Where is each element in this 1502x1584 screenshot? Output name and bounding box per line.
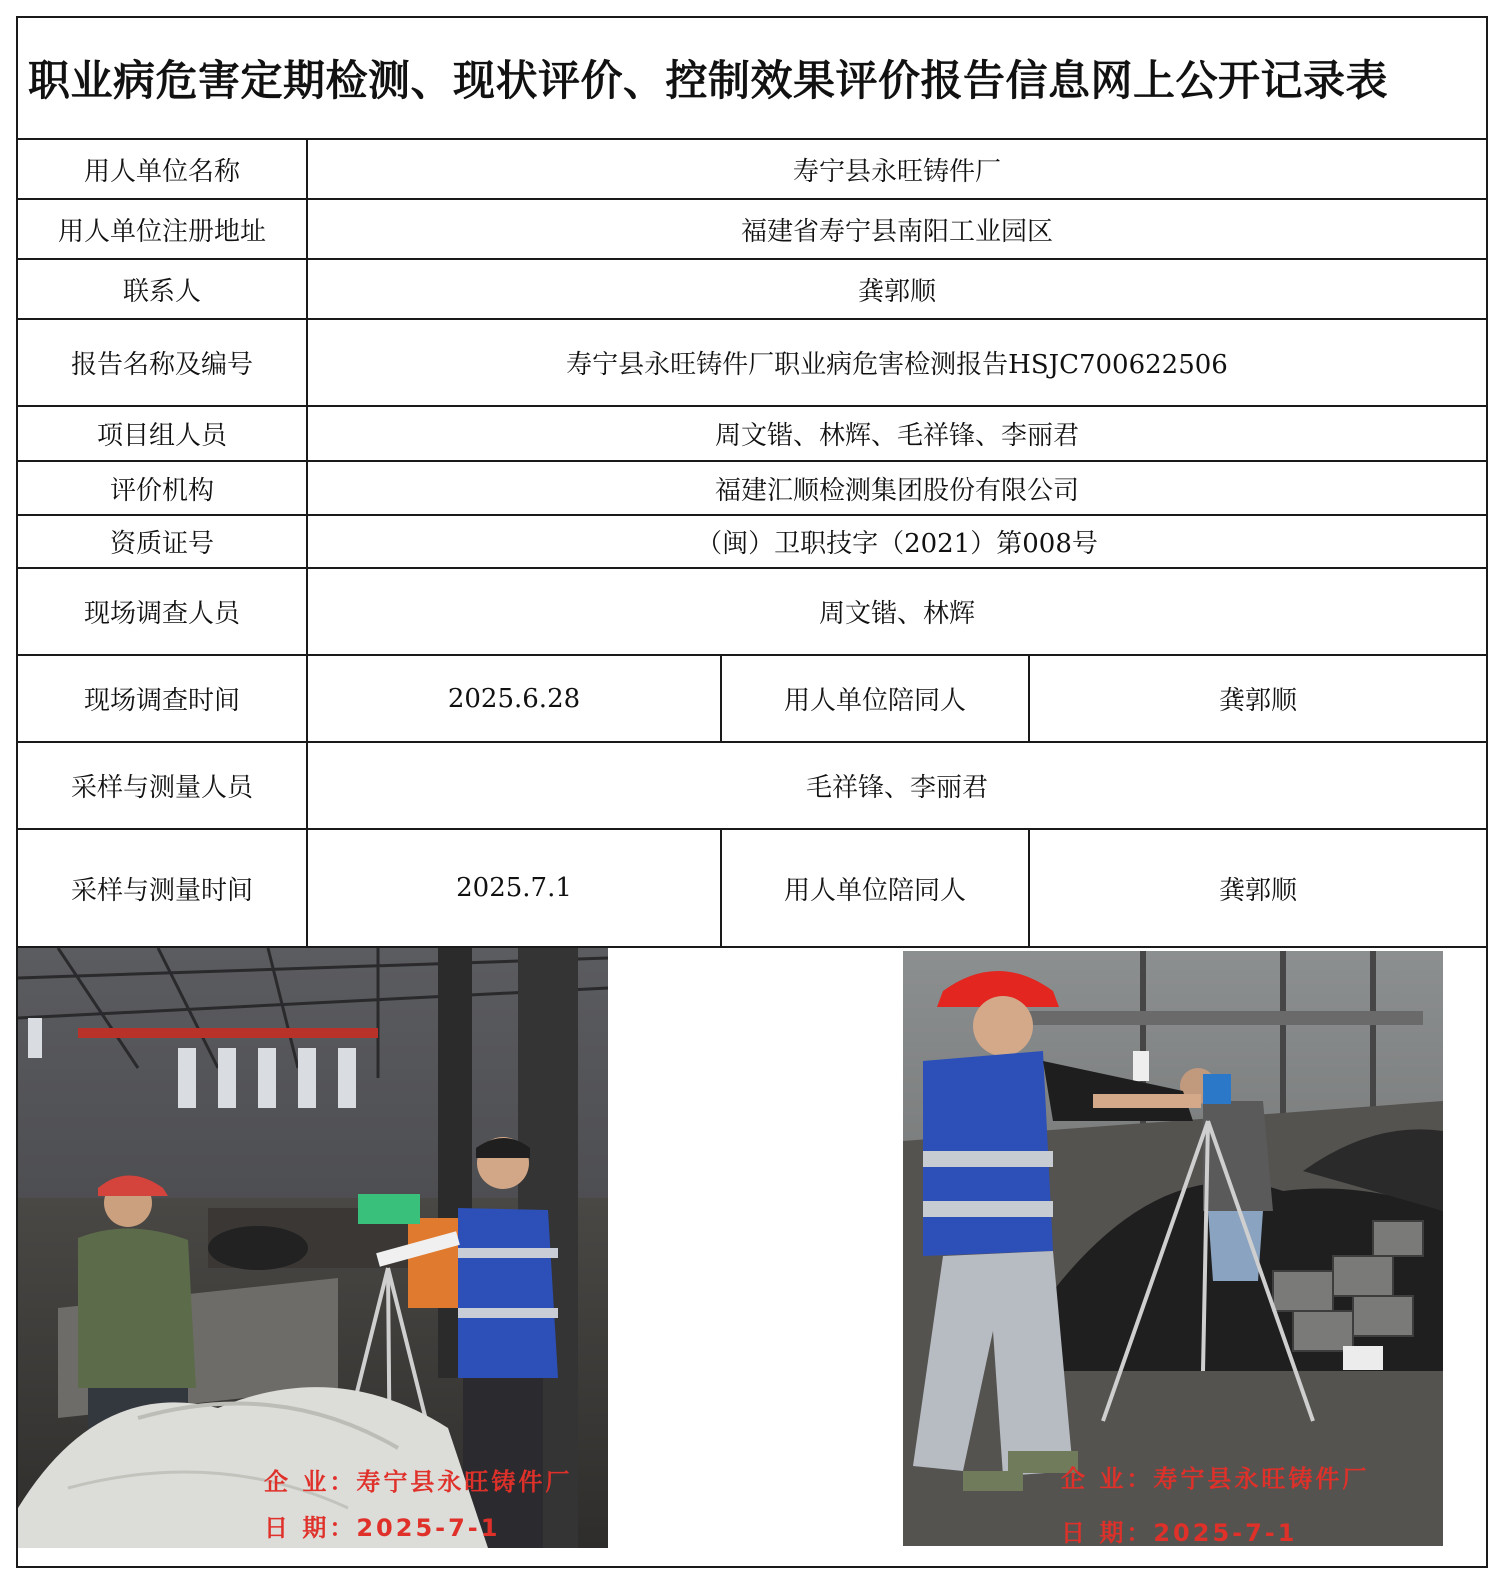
row-agency <box>18 462 1486 516</box>
row-company <box>18 140 1486 200</box>
row-survey-time <box>18 656 1486 743</box>
row-address <box>18 200 1486 260</box>
record-table <box>16 16 1488 1568</box>
agency-label: 评价机构 <box>18 462 308 514</box>
photo-1-company-stamp: 企 业：寿宁县永旺铸件厂 <box>264 1468 573 1496</box>
row-contact <box>18 260 1486 320</box>
sampling-time-label: 采样与测量时间 <box>18 830 308 946</box>
row-sampling-time <box>18 830 1486 948</box>
sampling-time-value: 2025.7.1 <box>308 830 722 946</box>
site-photo-1-image <box>18 948 608 1548</box>
sampling-escort-label: 用人单位陪同人 <box>722 830 1030 946</box>
row-license <box>18 516 1486 569</box>
company-value: 寿宁县永旺铸件厂 <box>792 156 1001 187</box>
survey-staff-label: 现场调查人员 <box>18 569 308 654</box>
row-report <box>18 320 1486 407</box>
sampling-staff-label: 采样与测量人员 <box>18 743 308 828</box>
survey-staff-value: 周文锴、林辉 <box>818 599 975 629</box>
row-survey-staff <box>18 569 1486 656</box>
address-value: 福建省寿宁县南阳工业园区 <box>740 216 1053 247</box>
survey-escort-value: 龚郭顺 <box>1218 686 1297 716</box>
license-value: （闽）卫职技字（2021）第008号 <box>696 529 1098 559</box>
team-label: 项目组人员 <box>18 407 308 460</box>
site-photo-2-image <box>903 951 1443 1546</box>
address-label: 用人单位注册地址 <box>18 200 308 258</box>
photo-2-company-stamp: 企 业：寿宁县永旺铸件厂 <box>1061 1465 1370 1493</box>
page-title: 职业病危害定期检测、现状评价、控制效果评价报告信息网上公开记录表 <box>18 18 1486 140</box>
photo-2-date-stamp: 日 期：2025-7-1 <box>1061 1519 1298 1546</box>
row-sampling-staff <box>18 743 1486 830</box>
site-photo-2 <box>903 951 1443 1546</box>
site-photo-1 <box>18 948 608 1548</box>
photo-1-date-stamp: 日 期：2025-7-1 <box>264 1514 501 1542</box>
team-value: 周文锴、林辉、毛祥锋、李丽君 <box>714 421 1079 451</box>
row-team <box>18 407 1486 462</box>
report-value: 寿宁县永旺铸件厂职业病危害检测报告HSJC700622506 <box>566 350 1228 380</box>
survey-time-label: 现场调查时间 <box>18 656 308 741</box>
contact-value: 龚郭顺 <box>857 276 936 307</box>
report-label: 报告名称及编号 <box>18 320 308 405</box>
contact-label: 联系人 <box>18 260 308 318</box>
agency-value: 福建汇顺检测集团股份有限公司 <box>714 475 1079 506</box>
company-label: 用人单位名称 <box>18 140 308 198</box>
sampling-staff-value: 毛祥锋、李丽君 <box>805 773 988 803</box>
survey-escort-label: 用人单位陪同人 <box>722 656 1030 741</box>
sampling-escort-value: 龚郭顺 <box>1218 875 1297 906</box>
license-label: 资质证号 <box>18 516 308 567</box>
survey-time-value: 2025.6.28 <box>308 656 722 741</box>
